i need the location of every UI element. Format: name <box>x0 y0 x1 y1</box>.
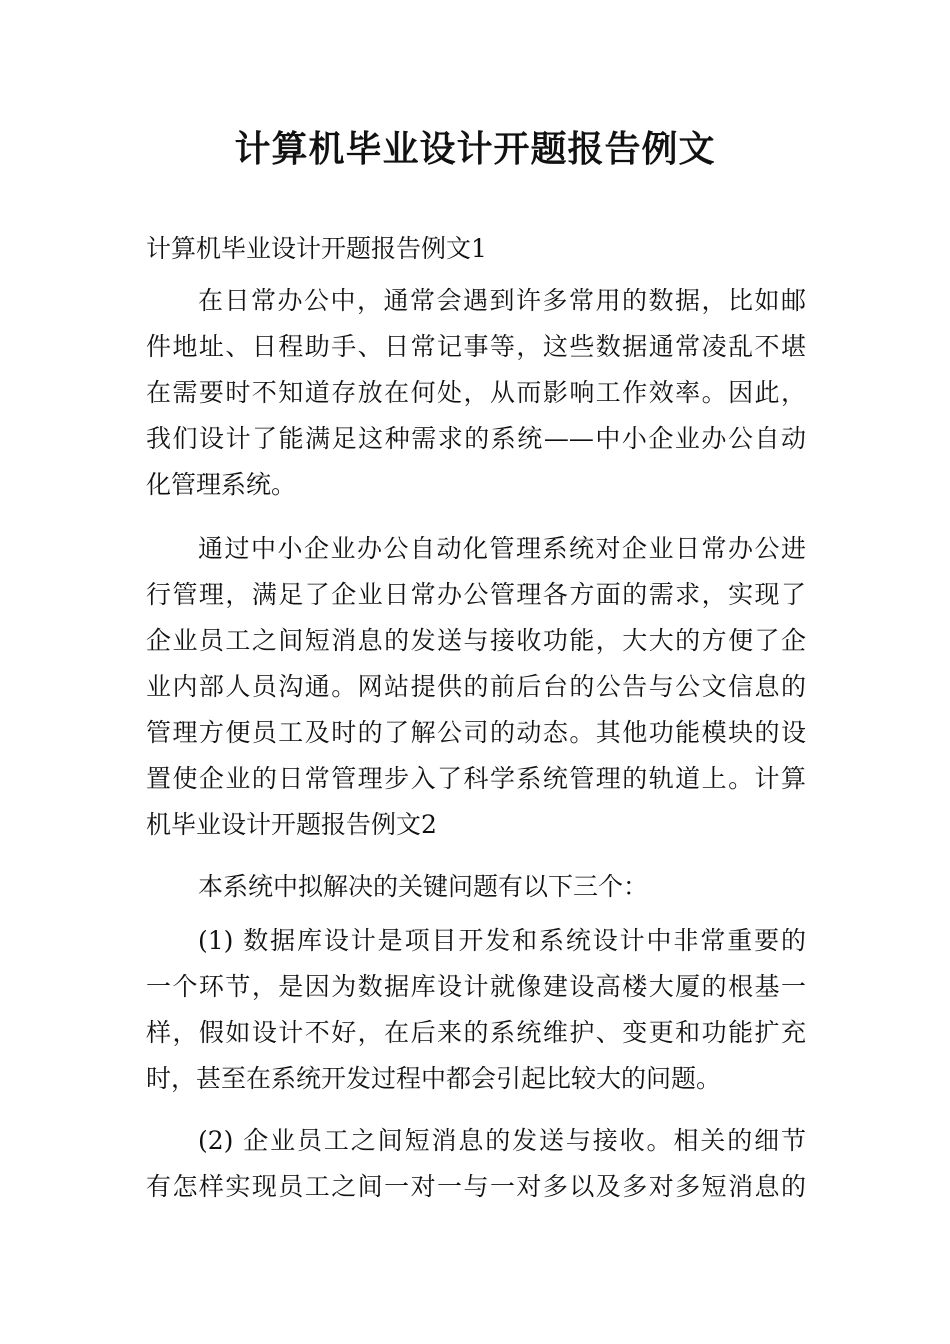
list-item-line: (2) 企业员工之间短消息的发送与接收。相关的细节 <box>198 1126 806 1155</box>
paragraph-line: 机毕业设计开题报告例文2 <box>146 810 437 839</box>
list-item-line: (1) 数据库设计是项目开发和系统设计中非常重要的 <box>198 926 806 955</box>
section-heading-1: 计算机毕业设计开题报告例文1 <box>146 234 487 263</box>
paragraph-line: 业内部人员沟通。网站提供的前后台的公告与公文信息的 <box>146 672 806 701</box>
list-item-line: 一个环节，是因为数据库设计就像建设高楼大厦的根基一 <box>146 972 806 1001</box>
paragraph-line: 化管理系统。 <box>146 470 297 499</box>
paragraph-line: 管理方便员工及时的了解公司的动态。其他功能模块的设 <box>146 718 806 747</box>
paragraph-line: 行管理，满足了企业日常办公管理各方面的需求，实现了 <box>146 580 806 609</box>
paragraph-line: 在日常办公中，通常会遇到许多常用的数据，比如邮 <box>198 286 806 315</box>
paragraph-line: 我们设计了能满足这种需求的系统——中小企业办公自动 <box>146 424 806 453</box>
paragraph-line: 通过中小企业办公自动化管理系统对企业日常办公进 <box>198 534 806 563</box>
paragraph-line: 置使企业的日常管理步入了科学系统管理的轨道上。计算 <box>146 764 806 793</box>
paragraph-line: 企业员工之间短消息的发送与接收功能，大大的方便了企 <box>146 626 806 655</box>
list-item-line: 有怎样实现员工之间一对一与一对多以及多对多短消息的 <box>146 1172 806 1201</box>
paragraph-line: 件地址、日程助手、日常记事等，这些数据通常凌乱不堪 <box>146 332 806 361</box>
document-title: 计算机毕业设计开题报告例文 <box>234 129 716 170</box>
paragraph-line: 在需要时不知道存放在何处，从而影响工作效率。因此， <box>146 378 806 407</box>
list-item-line: 时，甚至在系统开发过程中都会引起比较大的问题。 <box>146 1064 722 1093</box>
list-item-line: 样，假如设计不好，在后来的系统维护、变更和功能扩充 <box>146 1018 806 1047</box>
paragraph-line: 本系统中拟解决的关键问题有以下三个： <box>198 872 649 901</box>
